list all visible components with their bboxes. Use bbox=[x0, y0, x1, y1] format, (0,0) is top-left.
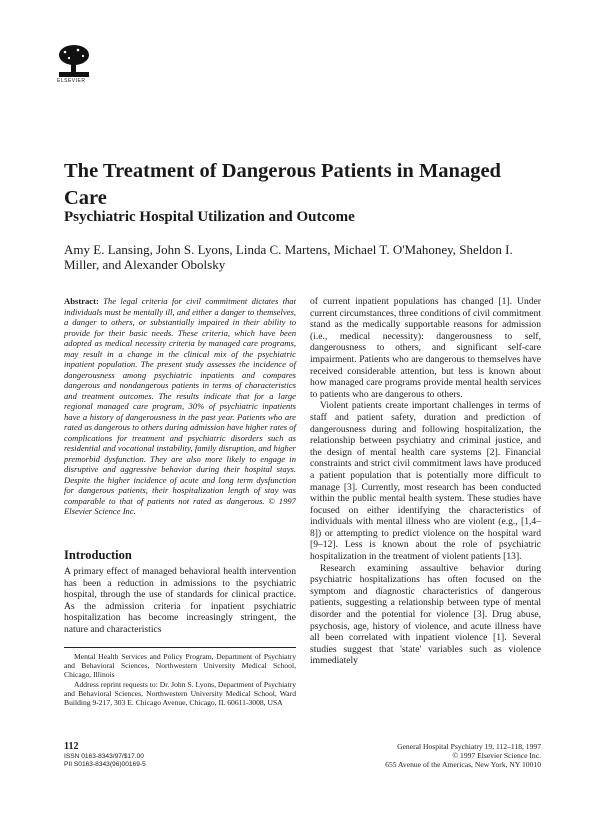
reprint-footnote: Address reprint requests to: Dr. John S. Lyons, Department of Psychiatry and Behavioral Sciences, Northwestern University Medical School, Ward Building 9-217, 303 E. Chicago Avenue, Chicago, IL 60611-3008, USA bbox=[64, 679, 296, 708]
page-number: 112 bbox=[64, 741, 79, 752]
publisher-address: 655 Avenue of the Americas, New York, NY 10010 bbox=[385, 760, 541, 769]
abstract bbox=[64, 296, 296, 517]
journal-line: General Hospital Psychiatry 19, 112–118, 1997 bbox=[397, 742, 541, 751]
author-list: Amy E. Lansing, John S. Lyons, Linda C. Martens, Michael T. O'Mahoney, Sheldon I. Miller, and Alexander Obolsky bbox=[64, 242, 513, 272]
journal-citation bbox=[340, 742, 541, 769]
footnotes bbox=[64, 652, 296, 707]
right-column-body bbox=[310, 296, 541, 667]
introduction-left-text: A primary effect of managed behavioral health intervention has been a reduction in admissions to the psychiatric hospital, through the use of standards for clinical practice. As the admission criteria for inpatient psychiatric hospitalization has become increasingly stringent, the nature and characteristics bbox=[64, 566, 296, 635]
abstract-label: Abstract: bbox=[64, 296, 99, 306]
elsevier-tree-logo-icon bbox=[58, 44, 90, 78]
section-heading-introduction: Introduction bbox=[64, 548, 132, 562]
body-paragraph: Research examining assaultive behavior during psychiatric hospitalizations has often focused on the symptom and diagnostic characteristics of dangerous patients, suggesting a relationship between type of mental disorder and the potential for violence [3]. Drug abuse, psychosis, age, history of violence, and acute illness have all been correlated with inpatient violence [1]. Several studies suggest that 'state' variables such as violence immediately bbox=[310, 562, 541, 667]
affiliation-footnote: Mental Health Services and Policy Program, Department of Psychiatry and Behavioral Sciences, Northwestern University Medical School, Chicago, Illinois bbox=[64, 652, 296, 680]
abstract-copyright: © 1997 Elsevier Science Inc. bbox=[64, 495, 296, 516]
journal-copyright: © 1997 Elsevier Science Inc. bbox=[452, 751, 541, 760]
body-paragraph: Violent patients create important challenges in terms of staff and patient safety, duration and prediction of dangerousness during and following hospitalization, the relationship between psychiatry and criminal justice, and the design of mental health care systems [2]. Financial constraints and strict civil commitment laws have produced a patient population that is potentially more difficult to manage [3]. Currently, most research has been conducted within the public mental health system. These studies have focused on either identifying the characteristics of individuals with mental illness who are violent (e.g., [1,4–8]) or attempting to predict violence on the hospital ward [9–12]. Less is known about the role of psychiatric hospitalization in the treatment of violent patients [13]. bbox=[310, 400, 541, 563]
publisher-logo-label: ELSEVIER bbox=[57, 78, 86, 84]
issn: ISSN 0163-8343/97/$17.00 bbox=[64, 753, 144, 760]
article-title: The Treatment of Dangerous Patients in Managed Care bbox=[64, 160, 501, 209]
article-subtitle: Psychiatric Hospital Utilization and Outcome bbox=[64, 209, 355, 225]
abstract-text: The legal criteria for civil commitment dictates that individuals must be mentally ill, and either a danger to themselves, a danger to others, or substantially impaired in their ability to provide for their basic needs. These criteria, which have been adopted as medical necessity criteria by managed care programs, may result in a change in the clinical mix of the psychiatric inpatient population. The present study assesses the incidence of dangerousness among psychiatric inpatients and compares dangerous and nondangerous patients in terms of characteristics and treatment outcomes. The results indicate that for a large regional managed care program, 30% of psychiatric inpatients have a history of dangerousness in the past year. Patients who are rated as dangerous to others during admission have higher rates of complications for treatment and psychiatric disorders such as residential and vocational instability, family disruption, and higher premorbid dysfunction. They are also more likely to engage in disruptive and aggressive behavior during their hospital stays. Despite the higher incidence of acute and long term dysfunction for dangerous patients, their hospitalization length of stay was comparable to that of patients not rated as dangerous. bbox=[64, 296, 296, 506]
body-paragraph: of current inpatient populations has changed [1]. Under current circumstances, three conditions of civil commitment stand as the medically supportable reasons for admission (i.e., medical necessity): dangerousness to self, dangerousness to others, and significant self-care impairment. Patients who are dangerous to themselves have received considerable attention, but less is known about how managed care programs provide mental health services to patients who are dangerous to others. bbox=[310, 296, 541, 400]
pii: PII S0163-8343(96)00169-5 bbox=[64, 761, 146, 768]
footnote-divider bbox=[64, 647, 296, 648]
issn-block bbox=[64, 753, 146, 769]
